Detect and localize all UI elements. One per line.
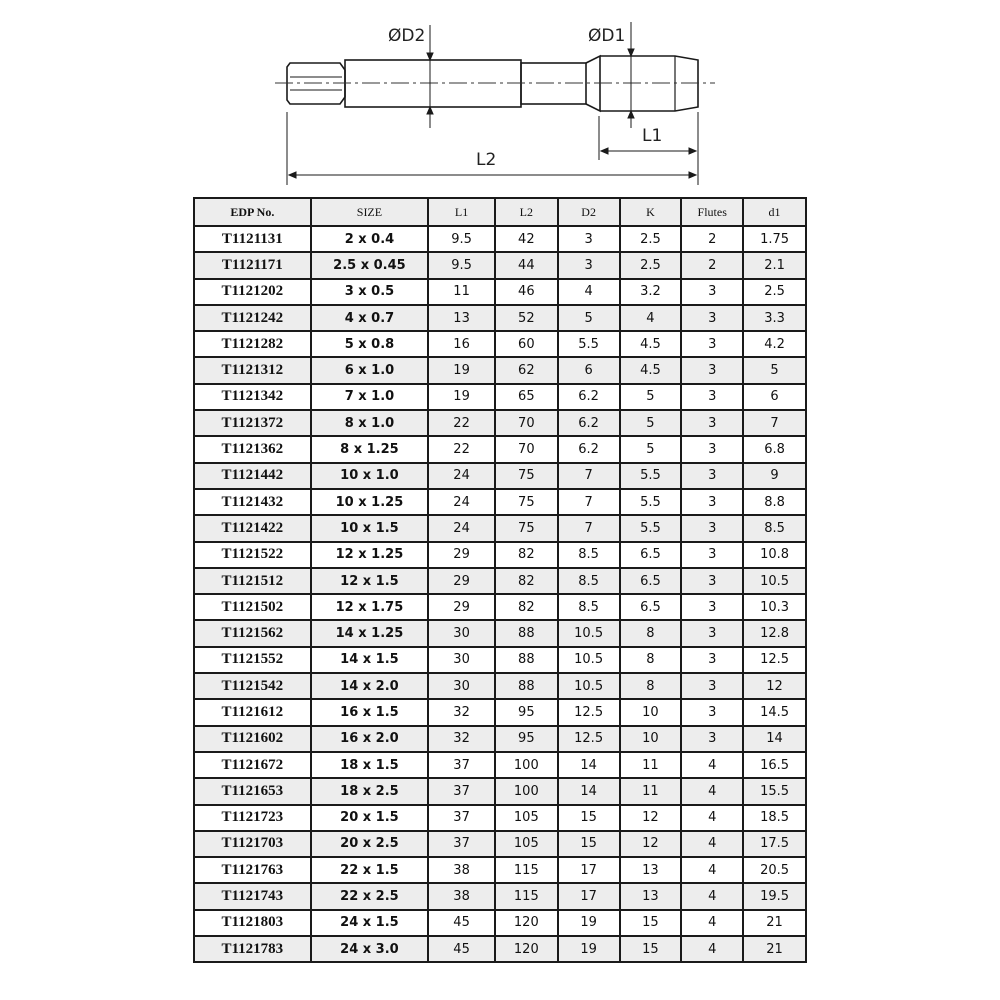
cell-edp-no: T1121672 (194, 752, 311, 778)
cell-k: 5 (620, 410, 682, 436)
table-row (194, 226, 806, 252)
cell-l2: 105 (495, 831, 558, 857)
cell-edp-no: T1121743 (194, 883, 311, 909)
table-row (194, 331, 806, 357)
cell-k: 13 (620, 857, 682, 883)
cell-l2: 88 (495, 647, 558, 673)
cell-d2: 8.5 (558, 594, 620, 620)
cell-flutes: 3 (681, 515, 743, 541)
header-flutes: Flutes (681, 198, 743, 226)
cell-l1: 13 (428, 305, 495, 331)
cell-flutes: 3 (681, 357, 743, 383)
cell-flutes: 3 (681, 726, 743, 752)
cell-k: 2.5 (620, 252, 682, 278)
cell-k: 13 (620, 883, 682, 909)
cell-l1: 24 (428, 489, 495, 515)
cell-d1: 3.3 (743, 305, 806, 331)
table-row (194, 752, 806, 778)
cell-size: 10 x 1.5 (311, 515, 429, 541)
cell-l2: 75 (495, 463, 558, 489)
cell-k: 4.5 (620, 331, 682, 357)
cell-size: 16 x 2.0 (311, 726, 429, 752)
cell-edp-no: T1121803 (194, 910, 311, 936)
cell-edp-no: T1121562 (194, 620, 311, 646)
header-l2: L2 (495, 198, 558, 226)
cell-d2: 19 (558, 936, 620, 962)
cell-d1: 2.1 (743, 252, 806, 278)
header-l1: L1 (428, 198, 495, 226)
cell-d1: 14.5 (743, 699, 806, 725)
cell-flutes: 3 (681, 436, 743, 462)
cell-d2: 12.5 (558, 699, 620, 725)
cell-l2: 44 (495, 252, 558, 278)
table-row (194, 489, 806, 515)
cell-d2: 8.5 (558, 568, 620, 594)
cell-edp-no: T1121171 (194, 252, 311, 278)
cell-flutes: 4 (681, 910, 743, 936)
cell-l2: 115 (495, 857, 558, 883)
table-row (194, 699, 806, 725)
cell-size: 2.5 x 0.45 (311, 252, 429, 278)
cell-edp-no: T1121131 (194, 226, 311, 252)
cell-flutes: 3 (681, 305, 743, 331)
cell-edp-no: T1121502 (194, 594, 311, 620)
cell-edp-no: T1121242 (194, 305, 311, 331)
cell-size: 8 x 1.25 (311, 436, 429, 462)
cell-k: 5.5 (620, 489, 682, 515)
cell-l1: 24 (428, 515, 495, 541)
cell-d2: 4 (558, 279, 620, 305)
header-edp-no: EDP No. (194, 198, 311, 226)
table-row (194, 647, 806, 673)
cell-k: 6.5 (620, 542, 682, 568)
cell-k: 11 (620, 752, 682, 778)
cell-l2: 120 (495, 910, 558, 936)
table-row (194, 620, 806, 646)
header-size: SIZE (311, 198, 429, 226)
cell-l2: 70 (495, 410, 558, 436)
d2-label: ØD2 (388, 26, 426, 46)
cell-l1: 30 (428, 620, 495, 646)
cell-flutes: 4 (681, 883, 743, 909)
cell-d1: 14 (743, 726, 806, 752)
cell-k: 5 (620, 384, 682, 410)
cell-d1: 8.8 (743, 489, 806, 515)
cell-d1: 16.5 (743, 752, 806, 778)
cell-d1: 6.8 (743, 436, 806, 462)
cell-l2: 75 (495, 515, 558, 541)
cell-flutes: 4 (681, 752, 743, 778)
cell-d1: 17.5 (743, 831, 806, 857)
cell-size: 14 x 1.25 (311, 620, 429, 646)
d1-label: ØD1 (588, 26, 626, 46)
cell-l2: 95 (495, 699, 558, 725)
cell-flutes: 3 (681, 620, 743, 646)
cell-edp-no: T1121422 (194, 515, 311, 541)
cell-d1: 21 (743, 936, 806, 962)
cell-l2: 65 (495, 384, 558, 410)
cell-d1: 18.5 (743, 805, 806, 831)
cell-l1: 45 (428, 936, 495, 962)
cell-flutes: 3 (681, 594, 743, 620)
cell-k: 10 (620, 726, 682, 752)
cell-l1: 38 (428, 883, 495, 909)
cell-d2: 7 (558, 515, 620, 541)
cell-l1: 22 (428, 410, 495, 436)
cell-edp-no: T1121783 (194, 936, 311, 962)
l2-label: L2 (476, 150, 497, 170)
cell-edp-no: T1121362 (194, 436, 311, 462)
cell-flutes: 3 (681, 331, 743, 357)
cell-edp-no: T1121372 (194, 410, 311, 436)
table-body (194, 226, 806, 962)
cell-flutes: 4 (681, 778, 743, 804)
cell-flutes: 3 (681, 568, 743, 594)
cell-size: 3 x 0.5 (311, 279, 429, 305)
cell-d2: 19 (558, 910, 620, 936)
cell-edp-no: T1121522 (194, 542, 311, 568)
cell-k: 5.5 (620, 463, 682, 489)
table-row (194, 542, 806, 568)
cell-size: 16 x 1.5 (311, 699, 429, 725)
cell-edp-no: T1121763 (194, 857, 311, 883)
cell-d2: 12.5 (558, 726, 620, 752)
cell-k: 10 (620, 699, 682, 725)
cell-l2: 88 (495, 673, 558, 699)
cell-edp-no: T1121703 (194, 831, 311, 857)
cell-d1: 4.2 (743, 331, 806, 357)
cell-l1: 11 (428, 279, 495, 305)
cell-size: 6 x 1.0 (311, 357, 429, 383)
table-header-row (194, 198, 806, 226)
header-d2: D2 (558, 198, 620, 226)
table-row (194, 726, 806, 752)
cell-l1: 45 (428, 910, 495, 936)
tap-dimension-drawing (270, 20, 720, 190)
cell-k: 11 (620, 778, 682, 804)
cell-flutes: 3 (681, 463, 743, 489)
cell-k: 15 (620, 936, 682, 962)
cell-size: 24 x 3.0 (311, 936, 429, 962)
cell-l2: 75 (495, 489, 558, 515)
cell-size: 8 x 1.0 (311, 410, 429, 436)
cell-d1: 12.8 (743, 620, 806, 646)
cell-l2: 88 (495, 620, 558, 646)
cell-l2: 70 (495, 436, 558, 462)
cell-edp-no: T1121432 (194, 489, 311, 515)
cell-flutes: 3 (681, 542, 743, 568)
cell-l2: 82 (495, 594, 558, 620)
header-d1: d1 (743, 198, 806, 226)
cell-l1: 29 (428, 542, 495, 568)
cell-edp-no: T1121602 (194, 726, 311, 752)
cell-flutes: 3 (681, 384, 743, 410)
cell-d1: 8.5 (743, 515, 806, 541)
cell-k: 8 (620, 620, 682, 646)
table-row (194, 936, 806, 962)
cell-d2: 5 (558, 305, 620, 331)
cell-d1: 1.75 (743, 226, 806, 252)
cell-l2: 95 (495, 726, 558, 752)
cell-l2: 105 (495, 805, 558, 831)
cell-k: 15 (620, 910, 682, 936)
table-row (194, 673, 806, 699)
cell-edp-no: T1121612 (194, 699, 311, 725)
cell-d2: 7 (558, 463, 620, 489)
cell-size: 10 x 1.0 (311, 463, 429, 489)
cell-l2: 62 (495, 357, 558, 383)
cell-l1: 37 (428, 805, 495, 831)
cell-size: 14 x 1.5 (311, 647, 429, 673)
cell-flutes: 4 (681, 936, 743, 962)
cell-edp-no: T1121512 (194, 568, 311, 594)
cell-d2: 3 (558, 226, 620, 252)
cell-d2: 15 (558, 831, 620, 857)
cell-l2: 82 (495, 568, 558, 594)
cell-l1: 30 (428, 647, 495, 673)
cell-l1: 37 (428, 778, 495, 804)
cell-size: 12 x 1.5 (311, 568, 429, 594)
table-row (194, 805, 806, 831)
cell-k: 5 (620, 436, 682, 462)
cell-d1: 9 (743, 463, 806, 489)
table-row (194, 357, 806, 383)
cell-edp-no: T1121312 (194, 357, 311, 383)
cell-d1: 5 (743, 357, 806, 383)
cell-l1: 22 (428, 436, 495, 462)
cell-d2: 6 (558, 357, 620, 383)
cell-l1: 9.5 (428, 252, 495, 278)
cell-size: 2 x 0.4 (311, 226, 429, 252)
cell-d2: 8.5 (558, 542, 620, 568)
cell-k: 3.2 (620, 279, 682, 305)
cell-l2: 52 (495, 305, 558, 331)
cell-flutes: 2 (681, 252, 743, 278)
l1-label: L1 (642, 126, 663, 146)
cell-l2: 60 (495, 331, 558, 357)
cell-d1: 10.3 (743, 594, 806, 620)
cell-size: 10 x 1.25 (311, 489, 429, 515)
table-row (194, 410, 806, 436)
cell-l2: 120 (495, 936, 558, 962)
cell-size: 7 x 1.0 (311, 384, 429, 410)
cell-edp-no: T1121202 (194, 279, 311, 305)
cell-d2: 15 (558, 805, 620, 831)
cell-k: 12 (620, 831, 682, 857)
cell-l1: 19 (428, 357, 495, 383)
cell-k: 4.5 (620, 357, 682, 383)
cell-d2: 6.2 (558, 384, 620, 410)
table-row (194, 910, 806, 936)
cell-edp-no: T1121542 (194, 673, 311, 699)
cell-k: 12 (620, 805, 682, 831)
cell-size: 24 x 1.5 (311, 910, 429, 936)
cell-flutes: 3 (681, 673, 743, 699)
cell-l1: 29 (428, 594, 495, 620)
cell-l1: 16 (428, 331, 495, 357)
cell-l2: 100 (495, 752, 558, 778)
cell-flutes: 3 (681, 647, 743, 673)
table-row (194, 515, 806, 541)
cell-d2: 17 (558, 883, 620, 909)
cell-d1: 21 (743, 910, 806, 936)
table-row (194, 778, 806, 804)
cell-d1: 12.5 (743, 647, 806, 673)
cell-d2: 7 (558, 489, 620, 515)
table-row (194, 384, 806, 410)
cell-l2: 46 (495, 279, 558, 305)
header-k: K (620, 198, 682, 226)
cell-k: 8 (620, 673, 682, 699)
cell-d1: 15.5 (743, 778, 806, 804)
table-row (194, 883, 806, 909)
cell-size: 18 x 2.5 (311, 778, 429, 804)
cell-k: 2.5 (620, 226, 682, 252)
cell-k: 4 (620, 305, 682, 331)
cell-size: 14 x 2.0 (311, 673, 429, 699)
cell-d2: 10.5 (558, 620, 620, 646)
cell-size: 12 x 1.75 (311, 594, 429, 620)
cell-size: 22 x 2.5 (311, 883, 429, 909)
cell-l1: 32 (428, 726, 495, 752)
cell-k: 6.5 (620, 568, 682, 594)
cell-l1: 24 (428, 463, 495, 489)
cell-d1: 20.5 (743, 857, 806, 883)
cell-d2: 17 (558, 857, 620, 883)
table-row (194, 279, 806, 305)
cell-flutes: 3 (681, 279, 743, 305)
cell-d2: 5.5 (558, 331, 620, 357)
cell-l1: 38 (428, 857, 495, 883)
cell-flutes: 3 (681, 410, 743, 436)
cell-d2: 3 (558, 252, 620, 278)
cell-l2: 100 (495, 778, 558, 804)
cell-l1: 37 (428, 831, 495, 857)
cell-k: 8 (620, 647, 682, 673)
cell-d1: 19.5 (743, 883, 806, 909)
cell-edp-no: T1121342 (194, 384, 311, 410)
cell-l2: 42 (495, 226, 558, 252)
cell-flutes: 2 (681, 226, 743, 252)
cell-flutes: 3 (681, 699, 743, 725)
cell-k: 5.5 (620, 515, 682, 541)
cell-l1: 37 (428, 752, 495, 778)
cell-d1: 6 (743, 384, 806, 410)
cell-d1: 12 (743, 673, 806, 699)
cell-size: 18 x 1.5 (311, 752, 429, 778)
cell-l1: 32 (428, 699, 495, 725)
table-row (194, 568, 806, 594)
cell-l2: 82 (495, 542, 558, 568)
cell-flutes: 4 (681, 805, 743, 831)
cell-l1: 29 (428, 568, 495, 594)
cell-flutes: 4 (681, 857, 743, 883)
cell-edp-no: T1121723 (194, 805, 311, 831)
cell-d2: 6.2 (558, 436, 620, 462)
cell-size: 5 x 0.8 (311, 331, 429, 357)
cell-l1: 30 (428, 673, 495, 699)
cell-d2: 14 (558, 778, 620, 804)
table-row (194, 252, 806, 278)
cell-d2: 14 (558, 752, 620, 778)
cell-flutes: 4 (681, 831, 743, 857)
cell-d1: 2.5 (743, 279, 806, 305)
cell-edp-no: T1121653 (194, 778, 311, 804)
cell-edp-no: T1121442 (194, 463, 311, 489)
cell-size: 20 x 1.5 (311, 805, 429, 831)
cell-l2: 115 (495, 883, 558, 909)
cell-size: 20 x 2.5 (311, 831, 429, 857)
table-row (194, 305, 806, 331)
cell-flutes: 3 (681, 489, 743, 515)
cell-d2: 10.5 (558, 647, 620, 673)
tap-specification-table (193, 197, 807, 963)
table-row (194, 594, 806, 620)
table-row (194, 857, 806, 883)
cell-size: 22 x 1.5 (311, 857, 429, 883)
cell-d1: 10.5 (743, 568, 806, 594)
table-row (194, 831, 806, 857)
cell-edp-no: T1121282 (194, 331, 311, 357)
cell-k: 6.5 (620, 594, 682, 620)
cell-edp-no: T1121552 (194, 647, 311, 673)
cell-d1: 10.8 (743, 542, 806, 568)
cell-d1: 7 (743, 410, 806, 436)
cell-l1: 19 (428, 384, 495, 410)
table-row (194, 463, 806, 489)
cell-d2: 6.2 (558, 410, 620, 436)
cell-size: 4 x 0.7 (311, 305, 429, 331)
cell-l1: 9.5 (428, 226, 495, 252)
cell-d2: 10.5 (558, 673, 620, 699)
table-row (194, 436, 806, 462)
cell-size: 12 x 1.25 (311, 542, 429, 568)
